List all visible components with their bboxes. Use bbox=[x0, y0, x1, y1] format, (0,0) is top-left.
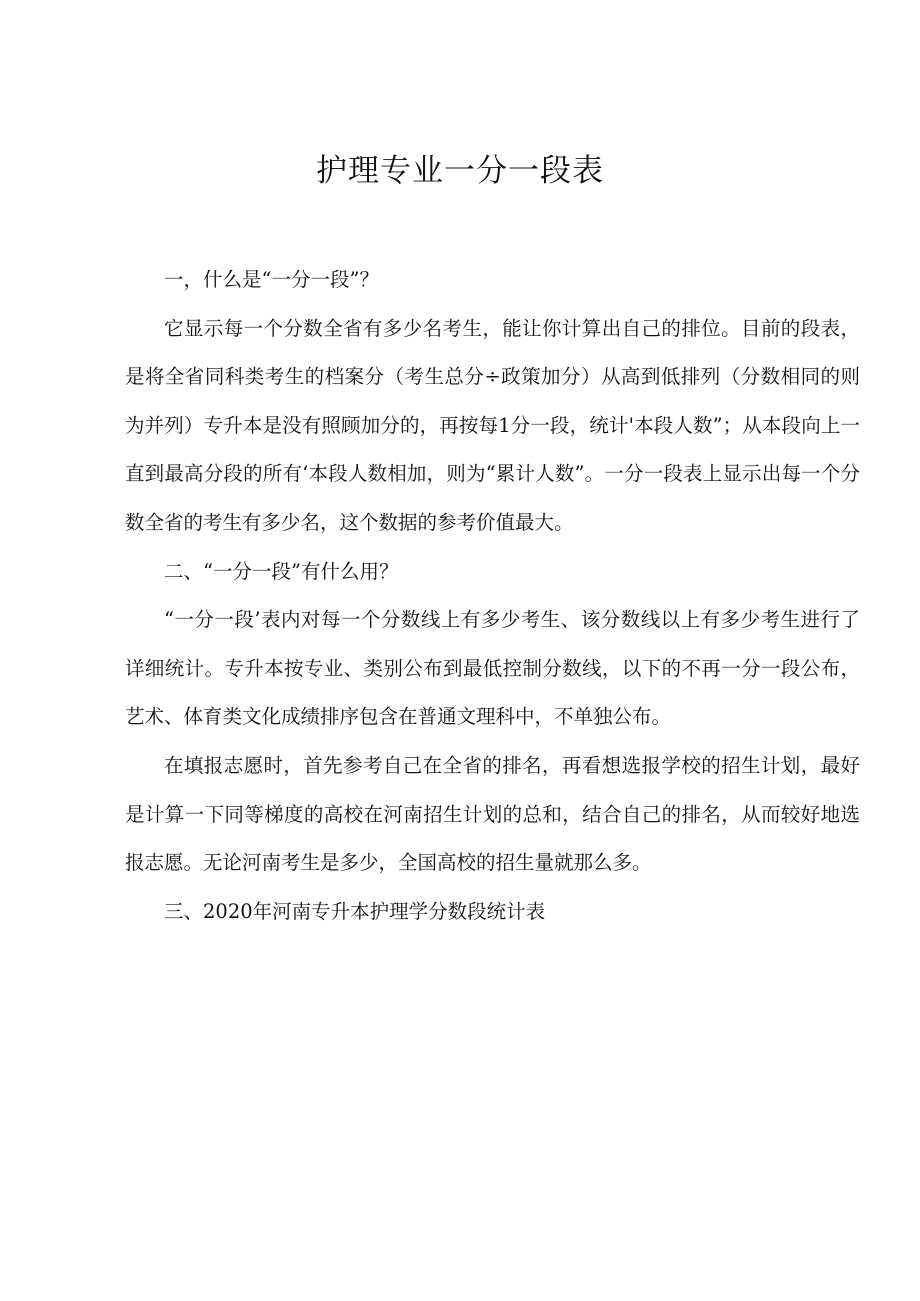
document-body bbox=[125, 256, 860, 936]
section-heading-table: 三、2020年河南专升本护理学分数段统计表 bbox=[164, 899, 546, 923]
document-title: 护理专业一分一段表 bbox=[316, 153, 604, 189]
paragraph-definition: 它显示每一个分数全省有多少名考生，能让你计算出自己的排位。目前的段表，是将全省同科类考生的档案分（考生总分÷政策加分）从高到低排列（分数相同的则为并列）专升本是没有照顾加分的，再按每1分一段，统计'本段人数”；从本段向上一直到最高分段的所有‘本段人数相加，则为“累计人数”。一分一段表上显示出每一个分数全省的考生有多少名，这个数据的参考价值最大。 bbox=[125, 316, 860, 534]
paragraph-application-advice: 在填报志愿时，首先参考自己在全省的排名，再看想选报学校的招生计划，最好是计算一下同等梯度的高校在河南招生计划的总和，结合自己的排名，从而较好地选报志愿。无论河南考生是多少，全国高校的招生量就那么多。 bbox=[125, 753, 860, 875]
paragraph-statistics: “一分一段’表内对每一个分数线上有多少考生、该分数线以上有多少考生进行了详细统计。专升本按专业、类别公布到最低控制分数线，以下的不再一分一段公布，艺术、体育类文化成绩排序包含在普通文理科中，不单独公布。 bbox=[125, 608, 860, 729]
section-heading-what-is: 一，什么是“一分一段”？ bbox=[164, 268, 379, 291]
section-heading-usage: 二、“一分一段”有什么用？ bbox=[164, 559, 399, 583]
